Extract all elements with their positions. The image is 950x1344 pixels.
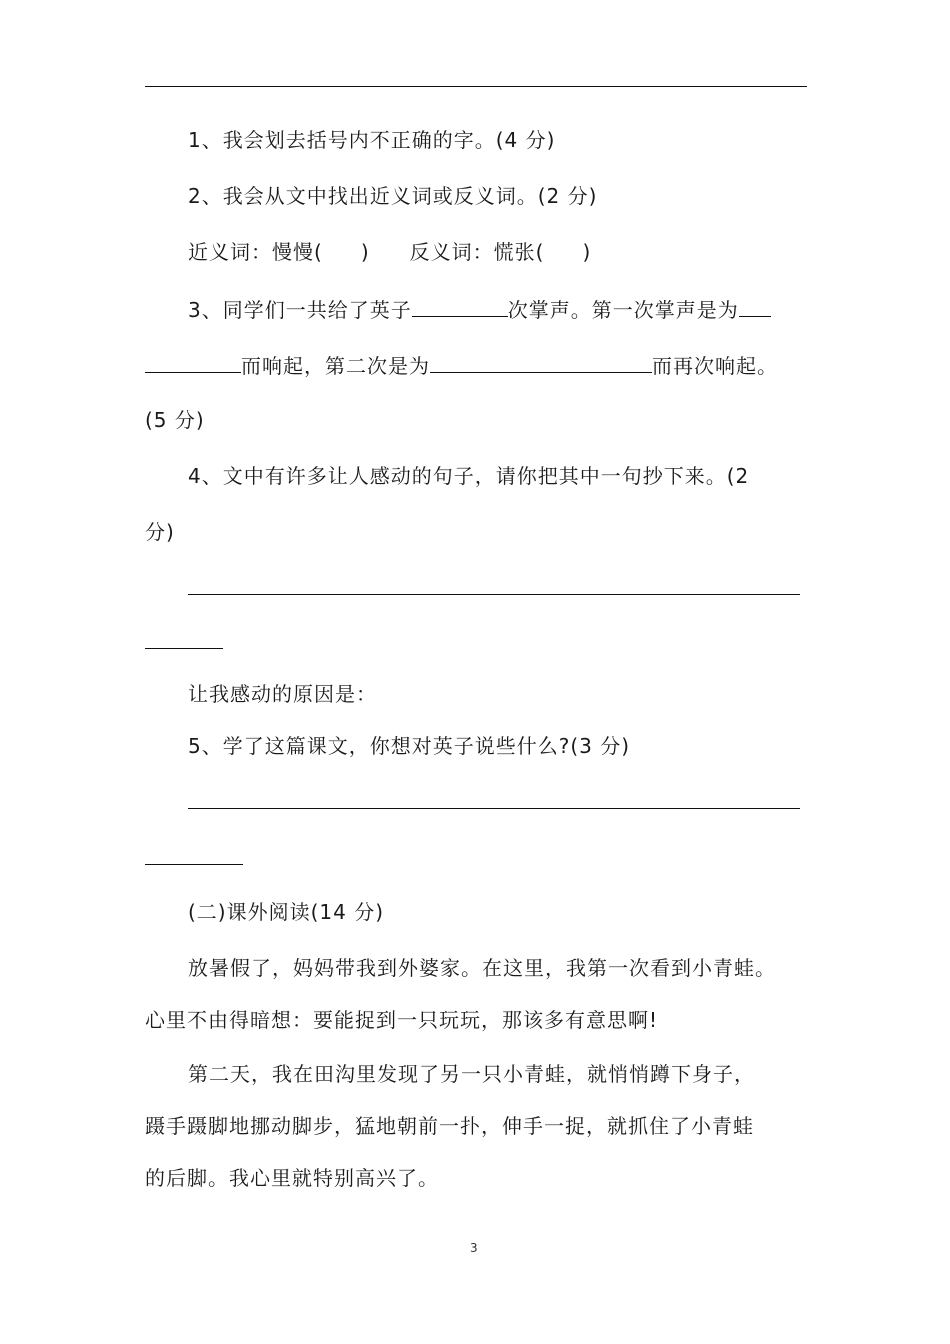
- blank-field[interactable]: [412, 294, 508, 317]
- answer-line[interactable]: [145, 626, 845, 656]
- paragraph-1-line-1: 放暑假了，妈妈带我到外婆家。在这里，我第一次看到小青蛙。: [188, 956, 776, 980]
- question-3-text-a: 3、同学们一共给了英子: [188, 298, 412, 322]
- question-3-line-2: [145, 350, 845, 380]
- question-3-line-1: [188, 294, 888, 324]
- synonym-label: 近义词：慢慢(: [188, 240, 323, 264]
- antonym-label: 反义词：慌张(: [409, 240, 545, 264]
- synonym-close: ): [360, 240, 370, 264]
- answer-line[interactable]: [188, 572, 888, 602]
- paragraph-2-line-2: 蹑手蹑脚地挪动脚步，猛地朝前一扑，伸手一捉，就抓住了小青蛙: [145, 1114, 754, 1138]
- question-4-line-2: 分): [145, 520, 175, 544]
- question-3-text-b: 次掌声。第一次掌声是为: [507, 298, 739, 322]
- page-number: 3: [470, 1241, 478, 1255]
- question-4-reason: 让我感动的原因是：: [188, 682, 377, 706]
- blank-field[interactable]: [739, 294, 771, 317]
- question-1: 1、我会划去括号内不正确的字。(4 分): [188, 128, 556, 152]
- blank-field[interactable]: [430, 350, 652, 373]
- section-heading: (二)课外阅读(14 分): [188, 900, 385, 924]
- question-3-score: (5 分): [145, 408, 205, 432]
- question-3-text-c: 而响起，第二次是为: [241, 354, 430, 378]
- answer-line: [145, 86, 807, 87]
- paragraph-2-line-3: 的后脚。我心里就特别高兴了。: [145, 1166, 439, 1190]
- question-2-answer-row: [188, 238, 888, 266]
- question-5: 5、学了这篇课文，你想对英子说些什么?(3 分): [188, 734, 631, 758]
- paragraph-1-line-2: 心里不由得暗想：要能捉到一只玩玩，那该多有意思啊!: [145, 1008, 659, 1032]
- blank-field[interactable]: [145, 350, 241, 373]
- antonym-close: ): [582, 240, 592, 264]
- answer-line[interactable]: [145, 842, 845, 872]
- question-3-text-d: 而再次响起。: [652, 354, 778, 378]
- paragraph-2-line-1: 第二天，我在田沟里发现了另一只小青蛙，就悄悄蹲下身子，: [188, 1062, 755, 1086]
- answer-line[interactable]: [188, 786, 888, 816]
- question-2: 2、我会从文中找出近义词或反义词。(2 分): [188, 184, 598, 208]
- question-4-line-1: 4、文中有许多让人感动的句子，请你把其中一句抄下来。(2: [188, 464, 750, 488]
